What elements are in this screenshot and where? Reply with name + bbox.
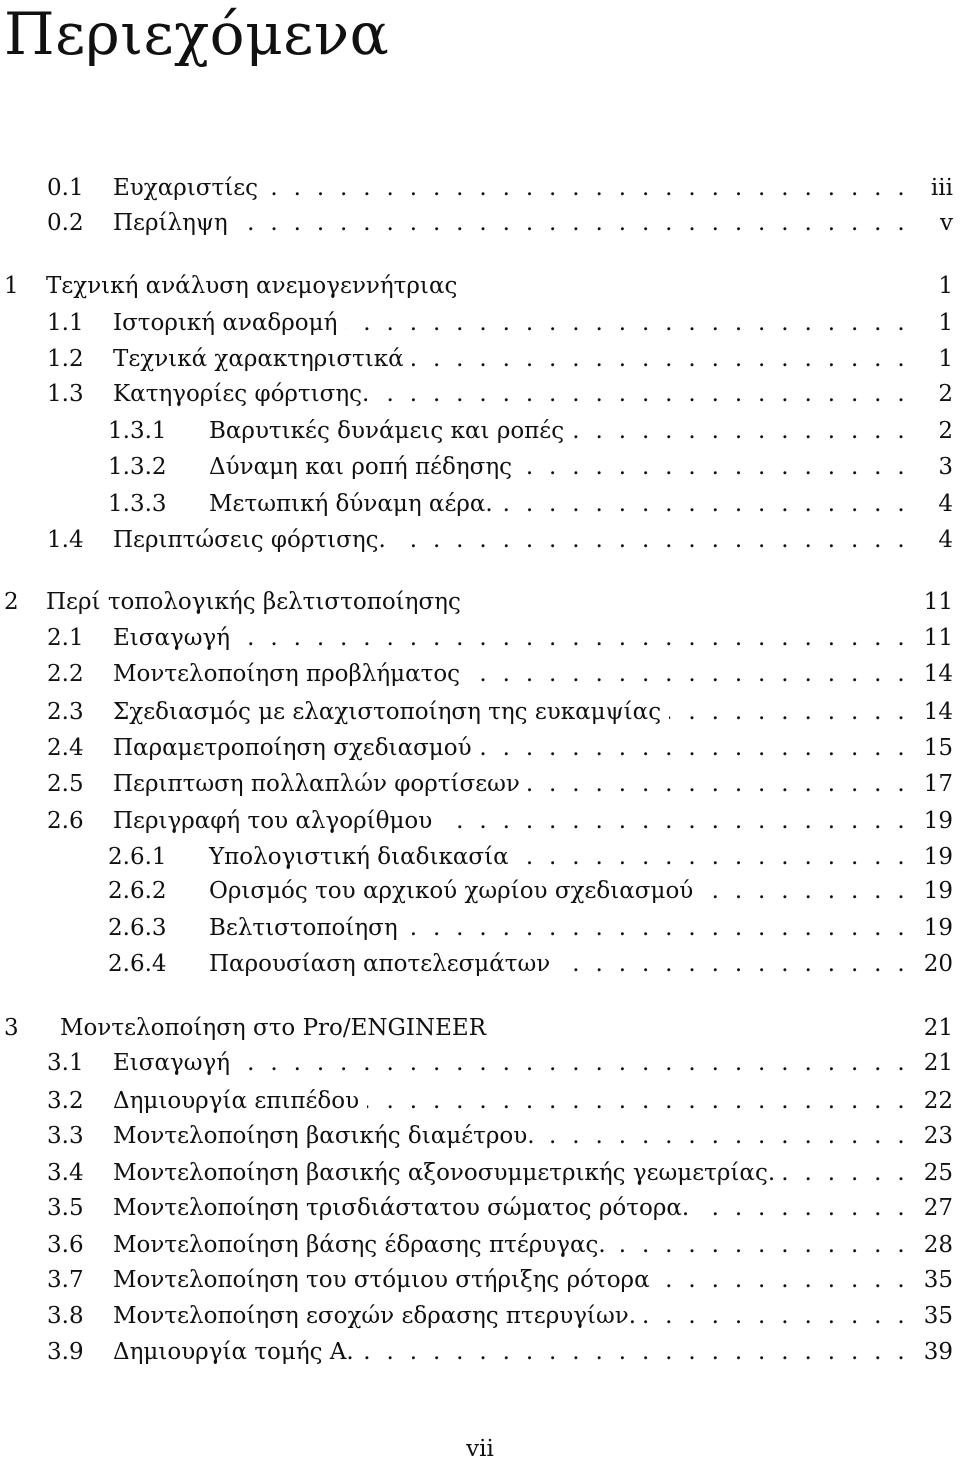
toc-entry-title: Περιπτωση πολλαπλών φορτίσεων <box>113 771 520 797</box>
toc-entry-title: Μοντελοποίηση του στόμιου στήριξης ρότορα <box>113 1267 650 1293</box>
toc-entry-page: 19 <box>923 808 953 834</box>
toc-entry[interactable] <box>0 1010 960 1046</box>
toc-entry-number: 3.3 <box>47 1123 84 1149</box>
toc-entry-page: v <box>940 210 953 236</box>
toc-entry-page: 25 <box>923 1160 953 1186</box>
toc-entry[interactable] <box>0 376 960 412</box>
toc-entry-title: Περιγραφή του αλγορίθμου <box>113 808 433 834</box>
toc-entry-page: 21 <box>923 1050 953 1076</box>
toc-entry-number: 1.2 <box>47 346 84 372</box>
toc-leader-dots <box>697 1190 909 1226</box>
toc-entry-number: 3.7 <box>47 1267 84 1293</box>
toc-leader-dots <box>783 1155 909 1191</box>
toc-entry-page: 11 <box>923 625 953 651</box>
toc-entry-title: Ορισμός του αρχικού χωρίου σχεδιασμού <box>209 878 694 904</box>
toc-entry-number: 2.6.4 <box>108 951 167 977</box>
toc-entry-title: Βαρυτικές δυνάμεις και ροπές <box>209 418 565 444</box>
toc-entry-page: 2 <box>938 381 953 407</box>
toc-leader-dots <box>520 449 909 485</box>
toc-entry-title: Δύναμη και ροπή πέδησης <box>209 454 512 480</box>
toc-entry-number: 0.1 <box>47 175 84 201</box>
toc-entry-page: 1 <box>938 273 953 299</box>
toc-entry[interactable] <box>0 656 960 692</box>
toc-entry-title: Περίληψη <box>113 210 228 236</box>
toc-entry[interactable] <box>0 1190 960 1226</box>
toc-entry-page: 35 <box>923 1303 953 1329</box>
toc-leader-dots <box>266 170 909 206</box>
toc-entry-page: 1 <box>938 310 953 336</box>
toc-entry-number: 2.5 <box>47 771 84 797</box>
toc-leader-dots <box>238 1045 909 1081</box>
toc-entry[interactable] <box>0 1045 960 1081</box>
toc-entry-page: 3 <box>938 454 953 480</box>
toc-entry-number: 1.4 <box>47 527 84 553</box>
toc-entry-title: Μοντελοποίηση εσοχών εδρασης πτερυγίων. <box>113 1303 637 1329</box>
toc-entry-page: 27 <box>923 1195 953 1221</box>
toc-entry[interactable] <box>0 1262 960 1298</box>
toc-entry[interactable] <box>0 486 960 522</box>
toc-entry[interactable] <box>0 910 960 946</box>
toc-entry-title: Περιπτώσεις φόρτισης. <box>113 527 386 553</box>
toc-entry-title: Μοντελοποίηση βασικής αξονοσυμμετρικής γεωμετρίας. <box>113 1160 776 1186</box>
toc-entry-number: 1 <box>4 273 19 299</box>
toc-entry[interactable] <box>0 839 960 875</box>
toc-entry[interactable] <box>0 620 960 656</box>
toc-entry-title: Παρουσίαση αποτελεσμάτων <box>209 951 551 977</box>
toc-entry[interactable] <box>0 522 960 558</box>
toc-entry-page: 11 <box>923 589 953 615</box>
toc-entry-number: 1.3.2 <box>108 454 167 480</box>
toc-entry-page: 14 <box>923 699 953 725</box>
toc-entry[interactable] <box>0 584 960 620</box>
toc-entry-number: 0.2 <box>47 210 84 236</box>
toc-entry-title: Μοντελοποίηση προβλήματος <box>113 661 461 687</box>
toc-entry-number: 3.5 <box>47 1195 84 1221</box>
toc-entry-title: Τεχνικά χαρακτηριστικά <box>113 346 404 372</box>
toc-entry-title: Μετωπική δύναμη αέρα. <box>209 491 493 517</box>
toc-entry-number: 3 <box>4 1015 19 1041</box>
toc-leader-dots <box>501 486 909 522</box>
toc-entry-number: 2.3 <box>47 699 84 725</box>
toc-leader-dots <box>480 730 909 766</box>
toc-entry-title: Δημιουργία τομής Α. <box>113 1339 354 1365</box>
toc-leader-dots <box>345 305 909 341</box>
toc-entry-number: 1.3 <box>47 381 84 407</box>
toc-entry[interactable] <box>0 1083 960 1119</box>
toc-entry[interactable] <box>0 1155 960 1191</box>
toc-entry-page: 19 <box>923 878 953 904</box>
toc-entry[interactable] <box>0 1118 960 1154</box>
toc-entry-page: 23 <box>923 1123 953 1149</box>
toc-entry-title: Μοντελοποίηση στο Pro/ENGINEER <box>60 1015 487 1041</box>
toc-leader-dots <box>558 946 909 982</box>
toc-entry-page: 2 <box>938 418 953 444</box>
toc-leader-dots <box>614 1227 909 1263</box>
toc-entry[interactable] <box>0 305 960 341</box>
toc-leader-dots <box>701 873 909 909</box>
toc-entry-number: 3.2 <box>47 1088 84 1114</box>
toc-entry-page: 39 <box>923 1339 953 1365</box>
toc-entry-title: Μοντελοποίηση βάσης έδρασης πτέρυγας. <box>113 1232 606 1258</box>
toc-entry-number: 2.6.2 <box>108 878 167 904</box>
toc-entry-title: Σχεδιασμός με ελαχιστοποίηση της ευκαμψίας <box>113 699 662 725</box>
toc-leader-dots <box>517 839 909 875</box>
toc-entry-page: 22 <box>923 1088 953 1114</box>
toc-entry-title: Μοντελοποίηση βασικής διαμέτρου. <box>113 1123 535 1149</box>
toc-entry[interactable] <box>0 803 960 839</box>
toc-entry[interactable] <box>0 1334 960 1370</box>
toc-entry-number: 2 <box>4 589 19 615</box>
page-number: vii <box>466 1436 494 1462</box>
toc-entry-page: 15 <box>923 735 953 761</box>
toc-entry-page: 21 <box>923 1015 953 1041</box>
toc-entry-number: 3.1 <box>47 1050 84 1076</box>
toc-entry-title: Κατηγορίες φόρτισης. <box>113 381 370 407</box>
toc-entry-title: Παραμετροποίηση σχεδιασμού <box>113 735 472 761</box>
toc-entry[interactable] <box>0 341 960 377</box>
toc-entry-page: 4 <box>938 491 953 517</box>
toc-entry[interactable] <box>0 766 960 802</box>
toc-leader-dots <box>394 522 909 558</box>
toc-entry-number: 3.9 <box>47 1339 84 1365</box>
page-title: Περιεχόμενα <box>4 0 390 68</box>
toc-entry-page: 35 <box>923 1267 953 1293</box>
toc-entry-title: Ιστορική αναδρομή <box>113 310 338 336</box>
toc-entry-page: 20 <box>923 951 953 977</box>
toc-entry-number: 3.8 <box>47 1303 84 1329</box>
toc-entry-title: Βελτιστοποίηση <box>209 915 398 941</box>
toc-entry[interactable] <box>0 205 960 241</box>
toc-entry-number: 1.3.1 <box>108 418 167 444</box>
toc-entry-page: 14 <box>923 661 953 687</box>
toc-leader-dots <box>572 413 909 449</box>
toc-entry-number: 2.4 <box>47 735 84 761</box>
toc-entry-title: Εισαγωγή <box>113 625 231 651</box>
toc-leader-dots <box>412 341 909 377</box>
toc-entry-title: Περί τοπολογικής βελτιστοποίησης <box>46 589 461 615</box>
toc-leader-dots <box>440 803 909 839</box>
toc-entry[interactable] <box>0 1227 960 1263</box>
toc-entry-number: 3.6 <box>47 1232 84 1258</box>
toc-entry-number: 2.6.1 <box>108 844 167 870</box>
toc-leader-dots <box>658 1262 909 1298</box>
toc-entry-title: Μοντελοποίηση τρισδιάστατου σώματος ρότορα. <box>113 1195 690 1221</box>
toc-entry-title: Υπολογιστική διαδικασία <box>209 844 509 870</box>
toc-entry[interactable] <box>0 873 960 909</box>
toc-entry-number: 2.2 <box>47 661 84 687</box>
toc-leader-dots <box>362 1334 909 1370</box>
toc-entry-number: 2.6 <box>47 808 84 834</box>
toc-entry-page: 1 <box>938 346 953 372</box>
toc-leader-dots <box>528 766 909 802</box>
toc-leader-dots <box>367 1083 909 1119</box>
toc-entry[interactable] <box>0 1298 960 1334</box>
toc-entry-page: iii <box>930 175 953 201</box>
toc-leader-dots <box>406 910 909 946</box>
toc-leader-dots <box>236 205 909 241</box>
toc-entry-page: 4 <box>938 527 953 553</box>
toc-entry[interactable] <box>0 730 960 766</box>
toc-entry[interactable] <box>0 268 960 304</box>
toc-entry-page: 28 <box>923 1232 953 1258</box>
toc-leader-dots <box>238 620 909 656</box>
toc-entry[interactable] <box>0 413 960 449</box>
toc-entry-page: 19 <box>923 844 953 870</box>
toc-entry-title: Τεχνική ανάλυση ανεμογεννήτριας <box>46 273 458 299</box>
toc-entry-number: 3.4 <box>47 1160 84 1186</box>
toc-leader-dots <box>377 376 909 412</box>
toc-leader-dots <box>468 656 909 692</box>
toc-entry-title: Δημιουργία επιπέδου <box>113 1088 360 1114</box>
toc-entry[interactable] <box>0 946 960 982</box>
toc-entry-number: 1.1 <box>47 310 84 336</box>
toc-leader-dots <box>644 1298 909 1334</box>
toc-entry-page: 19 <box>923 915 953 941</box>
toc-entry-number: 2.1 <box>47 625 84 651</box>
toc-entry[interactable] <box>0 694 960 730</box>
toc-leader-dots <box>669 694 909 730</box>
toc-entry[interactable] <box>0 170 960 206</box>
toc-entry-number: 1.3.3 <box>108 491 167 517</box>
toc-leader-dots <box>543 1118 909 1154</box>
toc-entry-title: Εισαγωγή <box>113 1050 231 1076</box>
toc-entry-title: Ευχαριστίες <box>113 175 259 201</box>
toc-entry-number: 2.6.3 <box>108 915 167 941</box>
toc-entry-page: 17 <box>923 771 953 797</box>
toc-entry[interactable] <box>0 449 960 485</box>
